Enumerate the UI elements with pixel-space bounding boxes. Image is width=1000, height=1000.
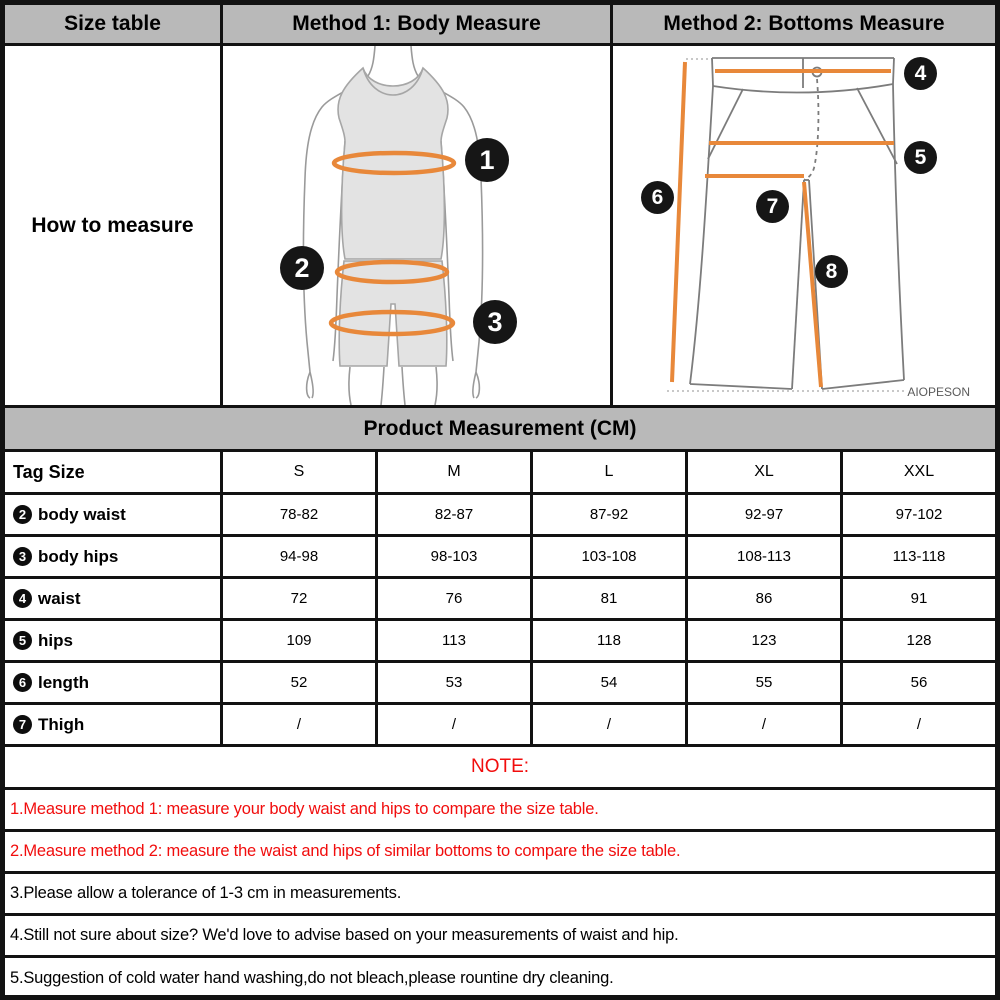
col-header-s: S xyxy=(223,452,378,492)
table-row-thigh xyxy=(5,705,995,747)
marker-2: 2 xyxy=(280,246,324,290)
illustration-row xyxy=(5,46,995,408)
note-item-3: 3.Please allow a tolerance of 1-3 cm in measurements. xyxy=(5,874,995,916)
bottoms-measure-figure xyxy=(613,46,995,405)
tank-top-shape xyxy=(338,68,448,259)
header-method2: Method 2: Bottoms Measure xyxy=(613,5,995,43)
cell-value: 81 xyxy=(533,579,688,618)
body-figure-illustration xyxy=(223,46,610,405)
cell-value: 98-103 xyxy=(378,537,533,576)
row-label: length xyxy=(38,672,89,692)
bottoms-figure-illustration xyxy=(613,46,995,405)
marker-5: 5 xyxy=(904,141,937,174)
cell-value: 113-118 xyxy=(892,548,946,565)
cell-value: / xyxy=(223,705,378,744)
cell-value: 78-82 xyxy=(223,495,378,534)
circled-number-icon: 6 xyxy=(13,673,32,692)
cell-value: 92-97 xyxy=(688,495,843,534)
note-item-4: 4.Still not sure about size? We'd love to advise based on your measurements of waist and hip. xyxy=(5,916,995,958)
table-row-waist xyxy=(5,579,995,621)
cell-value: 72 xyxy=(223,579,378,618)
how-to-measure-label: How to measure xyxy=(5,46,223,405)
circled-number-icon: 4 xyxy=(13,589,32,608)
brand-text: AIOPESON xyxy=(907,385,970,399)
cell-value: 55 xyxy=(688,663,843,702)
cell-value: 118 xyxy=(533,621,688,660)
fly-dashed-line xyxy=(804,79,818,180)
cell-value: 113 xyxy=(378,621,533,660)
row-label: Thigh xyxy=(38,714,85,734)
marker-3: 3 xyxy=(473,300,517,344)
col-header-xxl: XXL xyxy=(903,463,935,480)
tag-size-header: Tag Size xyxy=(5,452,223,492)
cell-value: / xyxy=(533,705,688,744)
cell-value: / xyxy=(378,705,533,744)
marker-7: 7 xyxy=(756,190,789,223)
table-row-body-hips xyxy=(5,537,995,579)
circled-number-icon: 2 xyxy=(13,505,32,524)
cell-value: 54 xyxy=(533,663,688,702)
cell-value: 91 xyxy=(910,590,928,607)
row-label: body hips xyxy=(38,546,119,566)
cell-value: 52 xyxy=(223,663,378,702)
note-item-2: 2.Measure method 2: measure the waist and hips of similar bottoms to compare the size table. xyxy=(5,832,995,874)
cell-value: 123 xyxy=(688,621,843,660)
body-measure-figure xyxy=(223,46,613,405)
note-item-5: 5.Suggestion of cold water hand washing,do not bleach,please rountine dry cleaning. xyxy=(10,968,614,987)
marker-4: 4 xyxy=(904,57,937,90)
cell-value: 97-102 xyxy=(895,506,943,523)
cell-value: 53 xyxy=(378,663,533,702)
header-size-table: Size table xyxy=(5,5,223,43)
cell-value: 82-87 xyxy=(378,495,533,534)
col-header-l: L xyxy=(533,452,688,492)
marker-1: 1 xyxy=(465,138,509,182)
top-header-row xyxy=(5,5,995,46)
cell-value: 103-108 xyxy=(533,537,688,576)
note-item-1: 1.Measure method 1: measure your body waist and hips to compare the size table. xyxy=(5,790,995,832)
cell-value: 87-92 xyxy=(533,495,688,534)
product-measurement-title: Product Measurement (CM) xyxy=(5,408,995,452)
col-header-m: M xyxy=(378,452,533,492)
cell-value: 108-113 xyxy=(688,537,843,576)
row-label: hips xyxy=(38,630,73,650)
size-table-header-row xyxy=(5,452,995,495)
cell-value: 128 xyxy=(906,632,932,649)
note-title: NOTE: xyxy=(5,747,995,790)
col-header-xl: XL xyxy=(688,452,843,492)
marker-6: 6 xyxy=(641,181,674,214)
cell-value: / xyxy=(688,705,843,744)
row-label: waist xyxy=(38,588,81,608)
table-row-body-waist xyxy=(5,495,995,537)
row-label: body waist xyxy=(38,504,126,524)
table-row-hips xyxy=(5,621,995,663)
circled-number-icon: 5 xyxy=(13,631,32,650)
cell-value: 86 xyxy=(688,579,843,618)
cell-value: / xyxy=(916,716,922,733)
cell-value: 76 xyxy=(378,579,533,618)
cell-value: 56 xyxy=(910,674,928,691)
circled-number-icon: 7 xyxy=(13,715,32,734)
cell-value: 109 xyxy=(223,621,378,660)
table-row-length xyxy=(5,663,995,705)
header-method1: Method 1: Body Measure xyxy=(223,5,613,43)
cell-value: 94-98 xyxy=(223,537,378,576)
marker-8: 8 xyxy=(815,255,848,288)
circled-number-icon: 3 xyxy=(13,547,32,566)
